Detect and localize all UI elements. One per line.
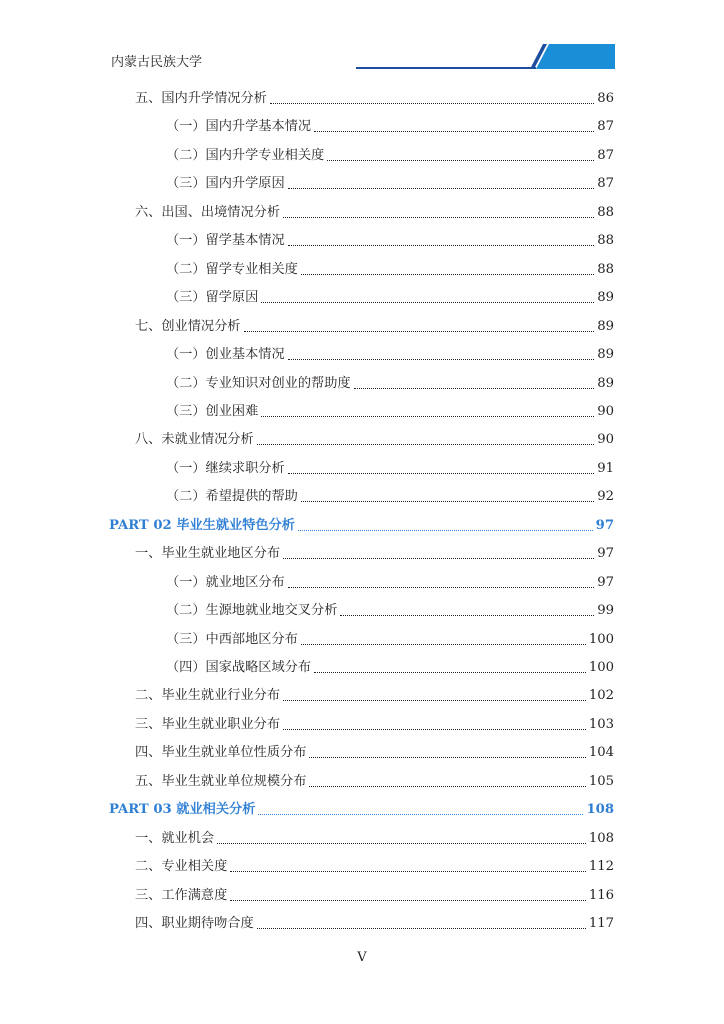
toc-entry-page: 86 [597, 91, 614, 106]
toc-entry-page: 104 [588, 745, 614, 761]
toc-leader-dots [261, 301, 594, 303]
toc-entry-label: （一）国内升学基本情况 [166, 119, 312, 135]
toc-leader-dots [244, 330, 595, 332]
toc-leader-dots [298, 529, 593, 531]
toc-entry[interactable] [109, 826, 614, 848]
toc-leader-dots [314, 671, 586, 673]
toc-part-heading[interactable] [109, 797, 614, 819]
toc-entry[interactable] [109, 399, 614, 421]
toc-entry-label: 一、毕业生就业地区分布 [135, 546, 281, 562]
toc-leader-dots [309, 785, 585, 787]
toc-leader-dots [261, 415, 594, 417]
toc-entry-page: 87 [597, 176, 614, 192]
toc-entry-label: PART 03 就业相关分析 [109, 802, 256, 818]
page-number: V [357, 950, 367, 965]
toc-entry-page: 88 [597, 204, 614, 220]
toc-entry[interactable] [109, 655, 614, 677]
toc-entry-label: 七、创业情况分析 [135, 318, 241, 334]
toc-leader-dots [217, 842, 586, 844]
toc-entry-page: 97 [597, 574, 614, 590]
toc-leader-dots [288, 472, 595, 474]
toc-part-heading[interactable] [109, 513, 614, 535]
toc-entry-label: （二）生源地就业地交叉分析 [166, 603, 338, 619]
toc-leader-dots [309, 756, 585, 758]
toc-entry-label: （二）留学专业相关度 [166, 261, 298, 277]
toc-leader-dots [288, 187, 595, 189]
toc-leader-dots [301, 273, 594, 275]
toc-entry[interactable] [109, 883, 614, 905]
toc-entry-label: （三）国内升学原因 [166, 176, 285, 192]
toc-entry-page: 99 [597, 603, 614, 619]
toc-entry[interactable] [109, 86, 614, 108]
toc-entry[interactable] [109, 427, 614, 449]
toc-entry[interactable] [109, 484, 614, 506]
toc-entry-label: 一、就业机会 [135, 830, 215, 846]
header-decoration [0, 0, 724, 80]
toc-entry[interactable] [109, 200, 614, 222]
toc-entry-label: 八、未就业情况分析 [135, 432, 254, 448]
toc-entry-label: （二）希望提供的帮助 [166, 489, 298, 505]
toc-entry[interactable] [109, 371, 614, 393]
toc-leader-dots [340, 614, 594, 616]
toc-entry[interactable] [109, 228, 614, 250]
toc-entry-page: 88 [597, 261, 614, 277]
toc-leader-dots [283, 557, 594, 559]
toc-entry-label: PART 02 毕业生就业特色分析 [109, 517, 295, 533]
toc-entry[interactable] [109, 171, 614, 193]
toc-entry[interactable] [109, 570, 614, 592]
toc-entry-label: 三、毕业生就业职业分布 [135, 716, 281, 732]
toc-leader-dots [230, 899, 586, 901]
toc-leader-dots [283, 728, 586, 730]
toc-entry-page: 102 [588, 688, 614, 704]
toc-entry[interactable] [109, 114, 614, 136]
toc-entry-page: 89 [597, 318, 614, 334]
toc-entry-label: 四、毕业生就业单位性质分布 [135, 745, 307, 761]
toc-entry-page: 91 [597, 460, 614, 476]
toc-entry[interactable] [109, 598, 614, 620]
toc-entry-page: 105 [588, 773, 614, 789]
toc-entry[interactable] [109, 854, 614, 876]
toc-entry-page: 97 [595, 517, 614, 533]
toc-entry-page: 100 [588, 631, 614, 647]
toc-entry-label: （一）继续求职分析 [166, 460, 285, 476]
toc-entry[interactable] [109, 541, 614, 563]
toc-entry[interactable] [109, 143, 614, 165]
toc-entry-label: （三）中西部地区分布 [166, 631, 298, 647]
toc-leader-dots [301, 500, 594, 502]
toc-leader-dots [270, 102, 594, 104]
toc-entry[interactable] [109, 257, 614, 279]
toc-entry-label: （二）国内升学专业相关度 [166, 147, 325, 163]
toc-entry-page: 103 [588, 716, 614, 732]
toc-entry[interactable] [109, 740, 614, 762]
toc-entry-label: 五、毕业生就业单位规模分布 [135, 773, 307, 789]
toc-entry-label: （二）专业知识对创业的帮助度 [166, 375, 351, 391]
toc-entry-label: （四）国家战略区域分布 [166, 660, 312, 675]
toc-entry-page: 108 [586, 802, 614, 818]
toc-entry-label: （三）创业困难 [166, 403, 259, 419]
toc-leader-dots [257, 443, 595, 445]
toc-entry-label: （一）留学基本情况 [166, 233, 285, 249]
toc-entry-label: （三）留学原因 [166, 290, 259, 306]
toc-entry[interactable] [109, 712, 614, 734]
toc-leader-dots [258, 813, 583, 815]
toc-entry-label: （一）就业地区分布 [166, 574, 285, 590]
toc-leader-dots [301, 643, 586, 645]
page-header [0, 0, 724, 80]
toc-leader-dots [288, 244, 595, 246]
toc-leader-dots [230, 870, 586, 872]
toc-entry[interactable] [109, 342, 614, 364]
toc-entry-label: 五、国内升学情况分析 [135, 91, 267, 106]
toc-entry-label: 二、专业相关度 [135, 859, 228, 875]
toc-entry-page: 117 [588, 916, 614, 932]
toc-leader-dots [283, 699, 586, 701]
university-name: 内蒙古民族大学 [111, 55, 203, 70]
toc-leader-dots [314, 130, 594, 132]
toc-entry-page: 89 [597, 347, 614, 363]
toc-entry-page: 89 [597, 375, 614, 391]
toc-leader-dots [257, 927, 586, 929]
toc-entry-page: 108 [588, 830, 614, 846]
toc-entry-page: 89 [597, 290, 614, 306]
toc-entry[interactable] [109, 769, 614, 791]
header-accent-block [536, 44, 615, 69]
toc-entry-label: 四、职业期待吻合度 [135, 916, 254, 932]
toc-leader-dots [283, 216, 594, 218]
toc-leader-dots [288, 586, 595, 588]
toc-entry-page: 97 [597, 546, 614, 562]
toc-entry-page: 100 [588, 660, 614, 675]
toc-entry[interactable] [109, 683, 614, 705]
toc-entry-page: 90 [597, 403, 614, 419]
toc-entry-page: 116 [588, 887, 614, 903]
toc-entry-page: 92 [597, 489, 614, 505]
toc-entry-page: 88 [597, 233, 614, 249]
toc-leader-dots [327, 159, 594, 161]
toc-entry-page: 87 [597, 147, 614, 163]
toc-entry-label: 三、工作满意度 [135, 887, 228, 903]
toc-entry[interactable] [109, 314, 614, 336]
toc-leader-dots [288, 358, 595, 360]
toc-entry-page: 112 [588, 859, 614, 875]
toc-entry-label: 六、出国、出境情况分析 [135, 204, 281, 220]
toc-entry[interactable] [109, 285, 614, 307]
toc-entry[interactable] [109, 456, 614, 478]
toc-entry-label: （一）创业基本情况 [166, 347, 285, 363]
toc-entry[interactable] [109, 627, 614, 649]
toc-entry[interactable] [109, 911, 614, 933]
toc-entry-label: 二、毕业生就业行业分布 [135, 688, 281, 704]
toc-entry-page: 90 [597, 432, 614, 448]
toc-leader-dots [354, 387, 595, 389]
toc-entry-page: 87 [597, 119, 614, 135]
